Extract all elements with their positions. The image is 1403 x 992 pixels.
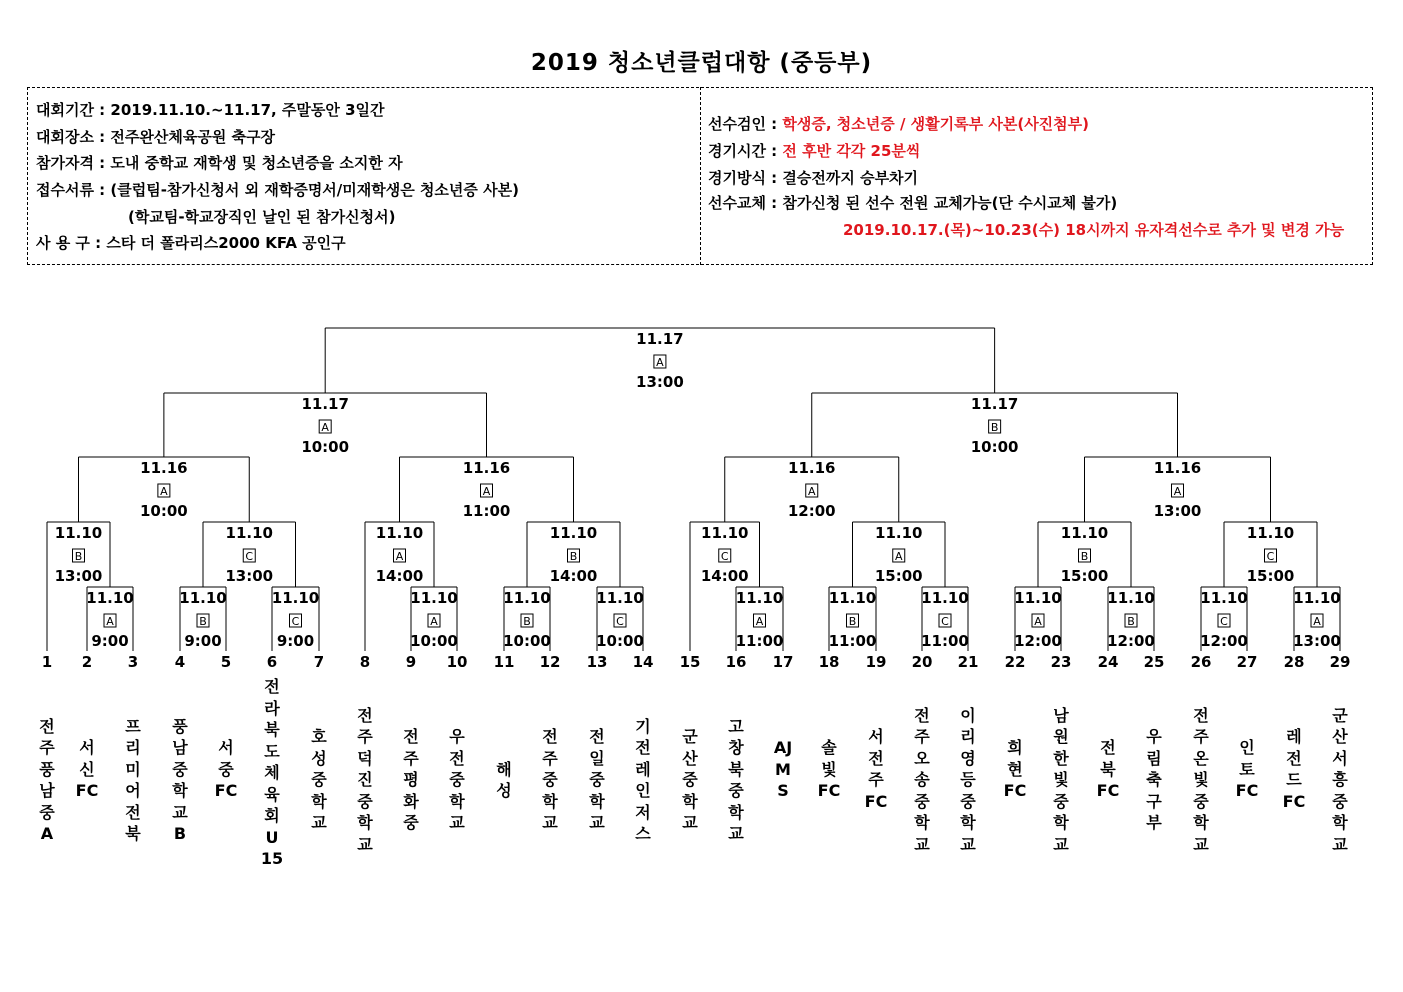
match-time: 13:00 bbox=[1293, 632, 1341, 650]
team-name: 레전드FC bbox=[1282, 727, 1306, 811]
match-date: 11.10 bbox=[179, 589, 227, 607]
team-name: 솔빛FC bbox=[817, 738, 841, 800]
seed-number: 7 bbox=[313, 653, 325, 671]
seed-number: 12 bbox=[539, 653, 561, 671]
match-field: A bbox=[1173, 485, 1182, 498]
match-field: A bbox=[656, 356, 664, 369]
team-name: 호성중학교 bbox=[311, 727, 327, 833]
seed-number: 22 bbox=[1004, 653, 1026, 671]
match-field: C bbox=[616, 615, 624, 628]
match-field: A bbox=[894, 550, 903, 563]
seed-number: 16 bbox=[725, 653, 747, 671]
team-name: 군산서흥중학교 bbox=[1332, 705, 1348, 854]
team-name: 전북FC bbox=[1096, 738, 1120, 800]
seed-number: 8 bbox=[359, 653, 371, 671]
seed-number: 20 bbox=[911, 653, 933, 671]
match-date: 11.10 bbox=[1200, 589, 1248, 607]
match-field: C bbox=[291, 615, 300, 628]
match-date: 11.17 bbox=[970, 395, 1019, 413]
match-date: 11.10 bbox=[1293, 589, 1341, 607]
match-time: 12:00 bbox=[1014, 632, 1062, 650]
info-label: 경기방식 : bbox=[708, 169, 783, 187]
info-label: 대회기간 : bbox=[36, 101, 111, 119]
match-field: B bbox=[848, 615, 857, 628]
match-date: 11.10 bbox=[225, 524, 273, 542]
team-name: 해성 bbox=[496, 759, 512, 800]
team-name: 전주덕진중학교 bbox=[357, 705, 373, 854]
match-time: 14:00 bbox=[700, 567, 749, 585]
match-time: 13:00 bbox=[636, 373, 684, 391]
team-name: 전일중학교 bbox=[589, 727, 605, 833]
match-date: 11.10 bbox=[375, 524, 424, 542]
match-field: C bbox=[245, 550, 254, 563]
match-time: 10:00 bbox=[410, 632, 458, 650]
match-date: 11.10 bbox=[271, 589, 320, 607]
match-date: 11.16 bbox=[788, 459, 836, 477]
seed-number: 3 bbox=[127, 653, 139, 671]
match-time: 13:00 bbox=[1153, 502, 1202, 520]
match-time: 13:00 bbox=[54, 567, 103, 585]
match-date: 11.16 bbox=[140, 459, 188, 477]
match-field: A bbox=[755, 615, 764, 628]
seed-number: 17 bbox=[772, 653, 794, 671]
team-name: 프리미어전북 bbox=[125, 716, 141, 843]
match-field: A bbox=[321, 421, 329, 434]
seed-number: 26 bbox=[1190, 653, 1212, 671]
info-label: 선수교체 : bbox=[708, 194, 783, 212]
team-name: 기전레인저스 bbox=[635, 716, 651, 843]
match-field: A bbox=[106, 615, 114, 628]
seed-number: 25 bbox=[1143, 653, 1165, 671]
match-field: A bbox=[807, 485, 816, 498]
match-field: C bbox=[1220, 615, 1228, 628]
match-time: 10:00 bbox=[301, 438, 350, 456]
match-field: B bbox=[569, 550, 578, 563]
match-field: B bbox=[990, 421, 999, 434]
team-name: 전주오송중학교 bbox=[914, 705, 930, 854]
match-time: 10:00 bbox=[970, 438, 1019, 456]
match-date: 11.16 bbox=[1153, 459, 1202, 477]
info-value: (학교팀-학교장직인 날인 된 참가신청서) bbox=[128, 208, 396, 226]
team-name: 서신FC bbox=[75, 738, 99, 800]
info-value: 도내 중학교 재학생 및 청소년증을 소지한 자 bbox=[110, 154, 403, 172]
match-date: 11.17 bbox=[301, 395, 349, 413]
seed-number: 21 bbox=[957, 653, 979, 671]
team-name: 전주중학교 bbox=[542, 727, 558, 833]
seed-number: 5 bbox=[220, 653, 232, 671]
seed-number: 27 bbox=[1236, 653, 1258, 671]
info-label: 참가자격 : bbox=[36, 154, 111, 172]
info-label: 경기시간 : bbox=[708, 142, 783, 160]
seed-number: 18 bbox=[818, 653, 840, 671]
match-date: 11.10 bbox=[1060, 524, 1109, 542]
info-value: 전 후반 각각 25분씩 bbox=[782, 142, 921, 160]
match-time: 9:00 bbox=[91, 632, 129, 650]
info-label: 사 용 구 : bbox=[36, 234, 107, 252]
match-time: 10:00 bbox=[140, 502, 188, 520]
match-date: 11.10 bbox=[1014, 589, 1062, 607]
seed-number: 28 bbox=[1283, 653, 1305, 671]
match-field: A bbox=[395, 550, 404, 563]
match-time: 11:00 bbox=[921, 632, 969, 650]
match-date: 11.10 bbox=[875, 524, 923, 542]
seed-number: 11 bbox=[493, 653, 515, 671]
team-name: 고창북중학교 bbox=[728, 716, 744, 843]
seed-number: 6 bbox=[266, 653, 278, 671]
team-name: 풍남중학교B bbox=[172, 716, 188, 843]
match-date: 11.10 bbox=[701, 524, 749, 542]
team-name: 서전주FC bbox=[864, 727, 888, 811]
team-name: 전주풍남중A bbox=[39, 716, 55, 843]
match-time: 11:00 bbox=[735, 632, 784, 650]
team-name: 인토FC bbox=[1235, 738, 1259, 800]
match-date: 11.10 bbox=[1246, 524, 1295, 542]
match-time: 12:00 bbox=[1200, 632, 1248, 650]
info-label: 선수검인 : bbox=[708, 115, 783, 133]
match-time: 13:00 bbox=[225, 567, 274, 585]
seed-number: 2 bbox=[81, 653, 93, 671]
match-date: 11.10 bbox=[735, 589, 784, 607]
seed-number: 23 bbox=[1050, 653, 1072, 671]
match-time: 11:00 bbox=[828, 632, 877, 650]
match-date: 11.10 bbox=[54, 524, 103, 542]
match-field: C bbox=[1266, 550, 1275, 563]
seed-number: 15 bbox=[679, 653, 701, 671]
match-field: A bbox=[1034, 615, 1042, 628]
match-field: C bbox=[720, 550, 729, 563]
match-date: 11.10 bbox=[828, 589, 877, 607]
match-time: 15:00 bbox=[874, 567, 923, 585]
match-date: 11.10 bbox=[596, 589, 644, 607]
match-date: 11.10 bbox=[86, 589, 134, 607]
info-value: 전주완산체육공원 축구장 bbox=[110, 128, 276, 146]
seed-number: 1 bbox=[41, 653, 53, 671]
team-name: 전라북도체육회U15 bbox=[260, 677, 284, 868]
match-time: 12:00 bbox=[1107, 632, 1155, 650]
seed-number: 13 bbox=[586, 653, 608, 671]
info-value: 학생증, 청소년증 / 생활기록부 사본(사진첨부) bbox=[782, 115, 1090, 133]
match-time: 10:00 bbox=[503, 632, 551, 650]
info-value: 참가신청 된 선수 전원 교체가능(단 수시교체 불가) bbox=[782, 194, 1118, 212]
team-name: 우전중학교 bbox=[449, 727, 465, 833]
team-name: AJMS bbox=[773, 738, 793, 800]
seed-number: 14 bbox=[632, 653, 654, 671]
match-field: A bbox=[1313, 615, 1321, 628]
match-field: A bbox=[430, 615, 438, 628]
match-date: 11.10 bbox=[1107, 589, 1155, 607]
match-date: 11.17 bbox=[636, 330, 684, 348]
match-date: 11.10 bbox=[921, 589, 969, 607]
info-label: 대회장소 : bbox=[36, 128, 111, 146]
match-time: 12:00 bbox=[787, 502, 836, 520]
match-time: 9:00 bbox=[184, 632, 222, 650]
match-time: 14:00 bbox=[549, 567, 598, 585]
info-label: 접수서류 : bbox=[36, 181, 111, 199]
info-value: 결승전까지 승부차기 bbox=[782, 169, 919, 187]
match-field: B bbox=[74, 550, 83, 563]
match-field: B bbox=[1080, 550, 1089, 563]
match-date: 11.10 bbox=[549, 524, 598, 542]
seed-number: 24 bbox=[1097, 653, 1119, 671]
team-name: 군산중학교 bbox=[682, 727, 698, 833]
team-name: 희현FC bbox=[1003, 738, 1027, 800]
team-name: 남원한빛중학교 bbox=[1053, 705, 1069, 854]
match-time: 14:00 bbox=[375, 567, 424, 585]
match-field: B bbox=[523, 615, 531, 628]
match-date: 11.10 bbox=[503, 589, 551, 607]
match-time: 15:00 bbox=[1060, 567, 1109, 585]
match-time: 9:00 bbox=[276, 632, 315, 650]
team-name: 전주온빛중학교 bbox=[1193, 705, 1209, 854]
match-date: 11.16 bbox=[462, 459, 511, 477]
info-value: 2019.10.17.(목)~10.23(수) 18시까지 유자격선수로 추가 및 변경 가능 bbox=[843, 221, 1345, 239]
match-time: 10:00 bbox=[596, 632, 644, 650]
seed-number: 4 bbox=[174, 653, 186, 671]
match-field: B bbox=[1127, 615, 1135, 628]
info-value: (클럽팀-참가신청서 외 재학증명서/미재학생은 청소년증 사본) bbox=[110, 181, 519, 199]
team-name: 이리영등중학교 bbox=[960, 705, 976, 854]
seed-number: 19 bbox=[865, 653, 887, 671]
team-name: 전주평화중 bbox=[403, 727, 419, 833]
seed-number: 29 bbox=[1329, 653, 1351, 671]
page-title: 2019 청소년클럽대항 (중등부) bbox=[530, 50, 873, 76]
info-value: 2019.11.10.~11.17, 주말동안 3일간 bbox=[110, 101, 385, 119]
match-time: 11:00 bbox=[462, 502, 511, 520]
match-field: A bbox=[482, 485, 491, 498]
match-date: 11.10 bbox=[410, 589, 458, 607]
seed-number: 10 bbox=[446, 653, 468, 671]
match-field: B bbox=[199, 615, 207, 628]
team-name: 우림축구부 bbox=[1146, 727, 1162, 833]
team-name: 서중FC bbox=[214, 738, 238, 800]
info-value: 스타 더 폴라리스2000 KFA 공인구 bbox=[106, 234, 346, 252]
match-time: 15:00 bbox=[1246, 567, 1295, 585]
match-field: C bbox=[941, 615, 949, 628]
match-field: A bbox=[160, 485, 168, 498]
seed-number: 9 bbox=[405, 653, 417, 671]
